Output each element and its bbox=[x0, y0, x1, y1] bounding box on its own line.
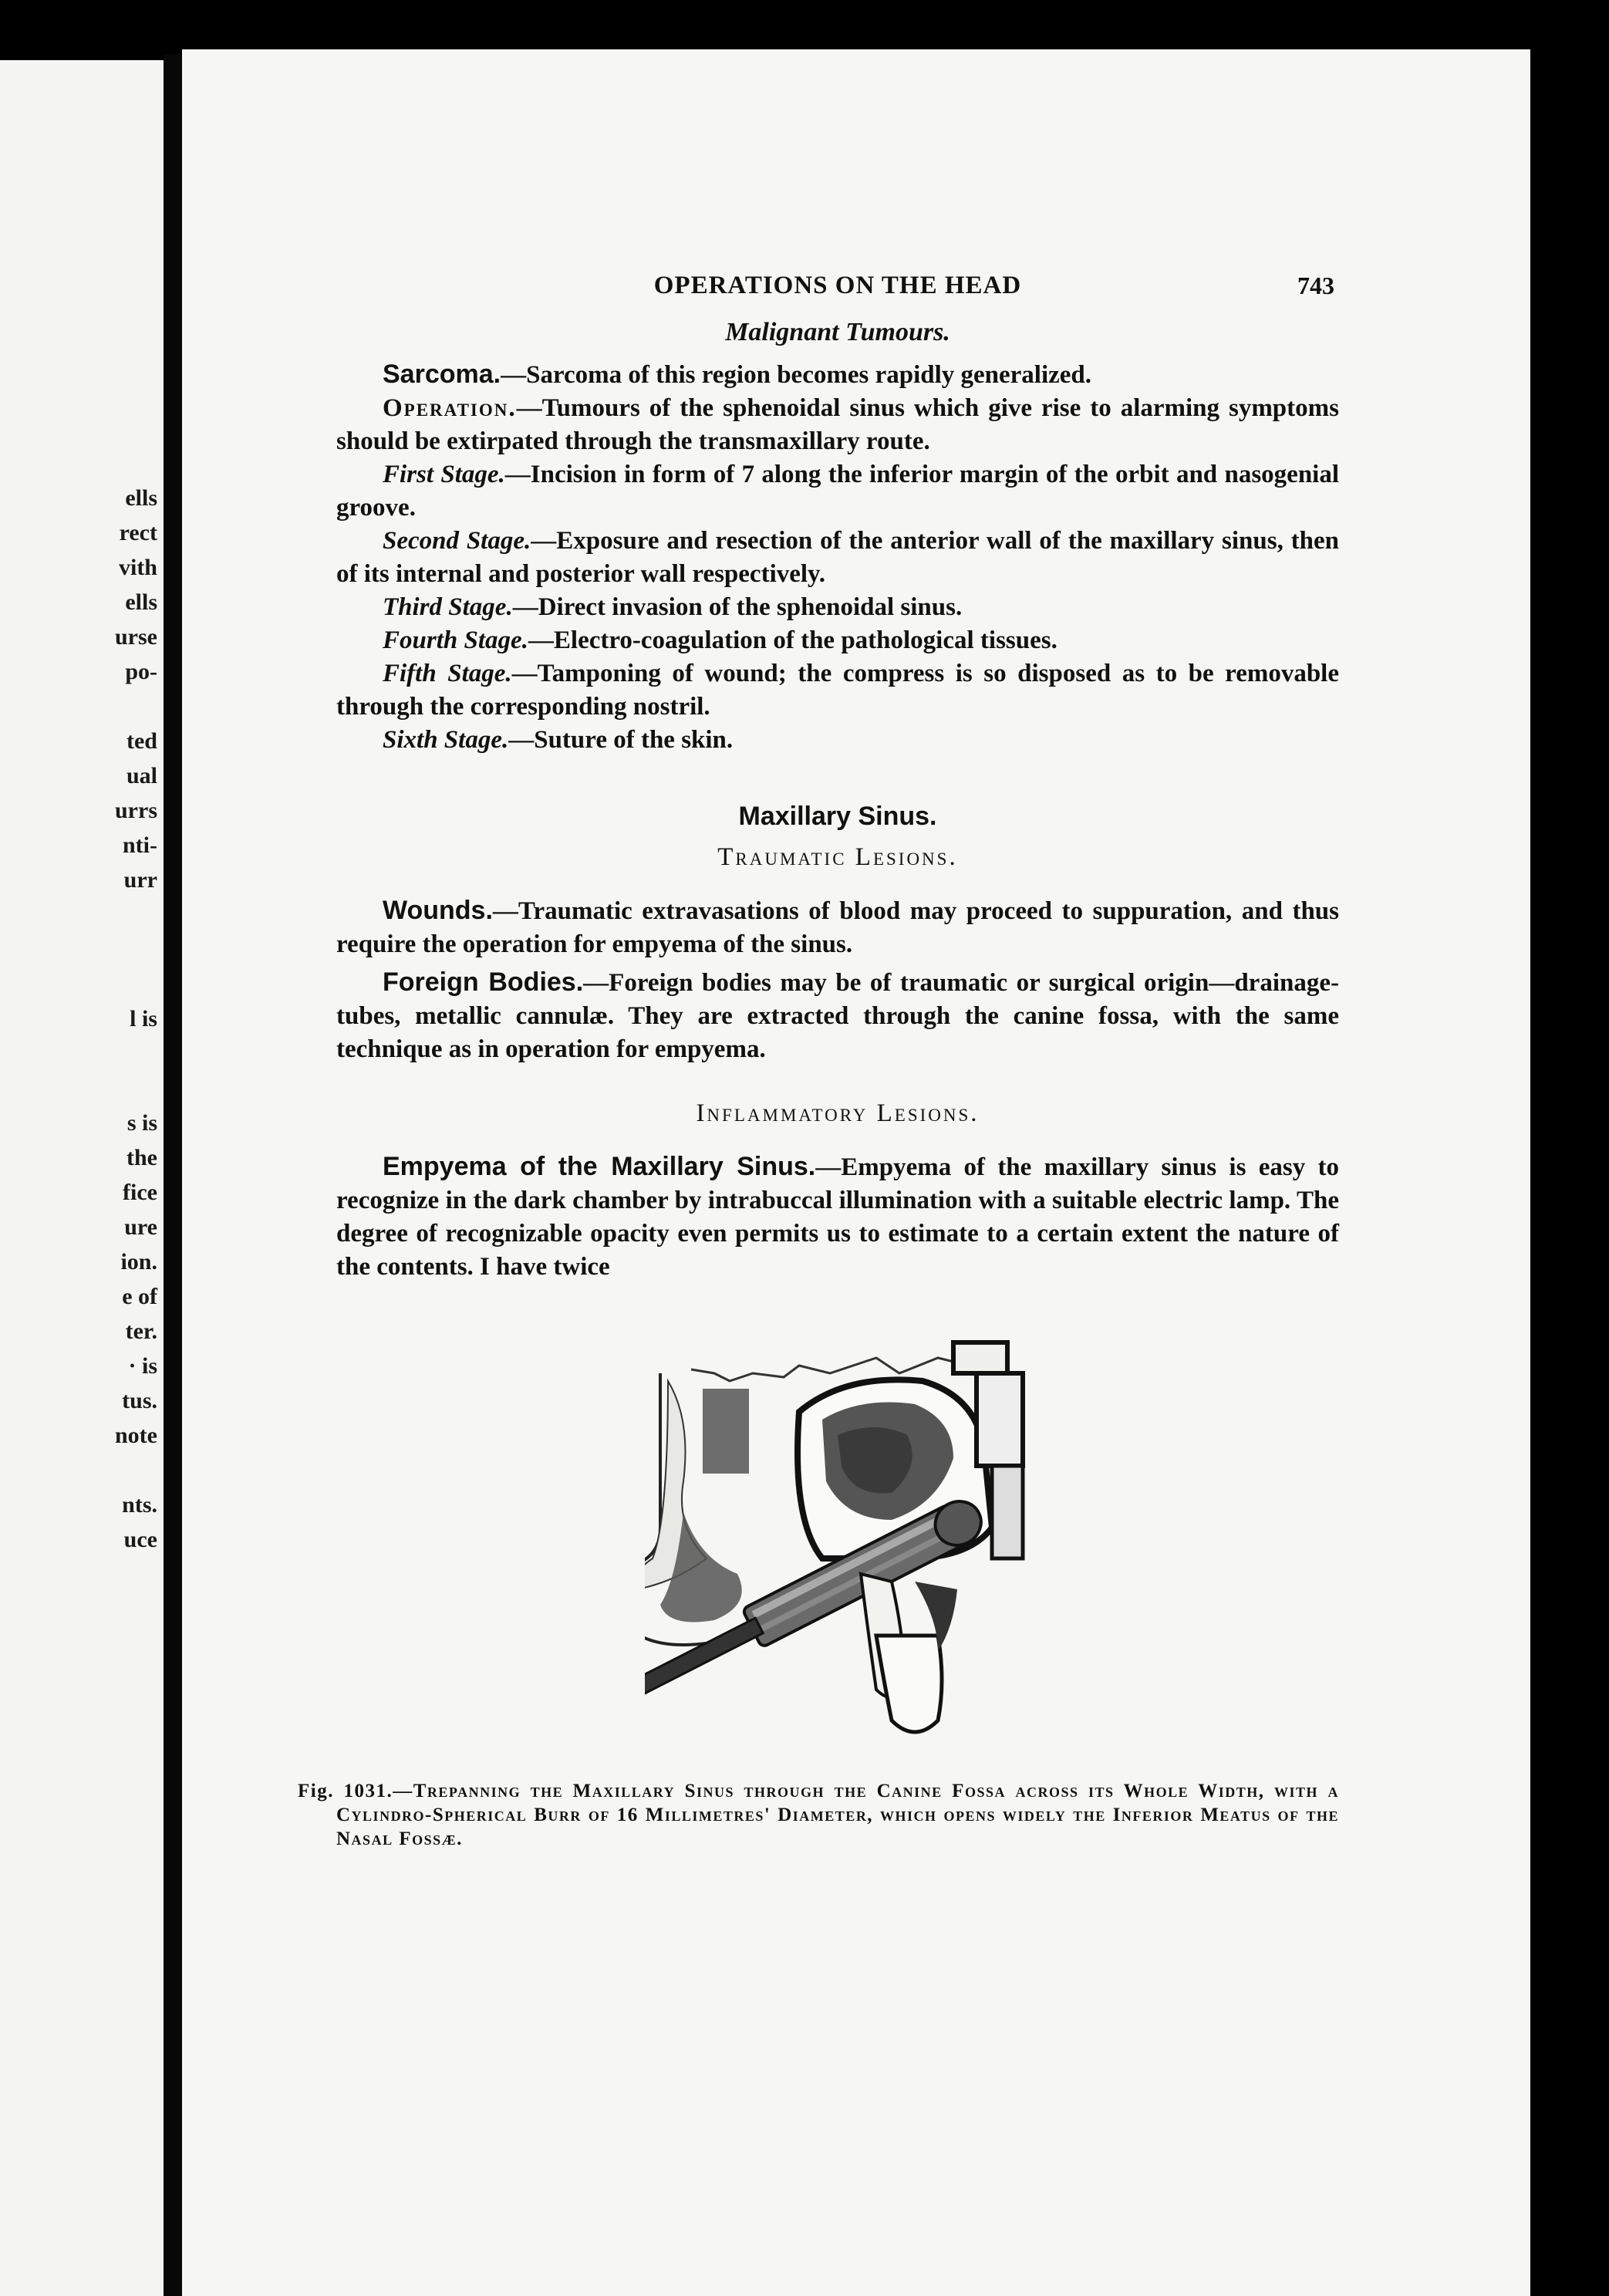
left-page-text-fragment: ted bbox=[126, 728, 157, 754]
stage-text: —Electro-coagulation of the pathological tissues. bbox=[528, 626, 1057, 654]
figure-illustration bbox=[645, 1327, 1123, 1759]
left-page-text-fragment: s is bbox=[126, 1110, 157, 1136]
left-page-text-fragment: tus. bbox=[122, 1388, 157, 1413]
left-page-text-fragment: the bbox=[126, 1145, 157, 1170]
left-page-text-fragment: ual bbox=[126, 763, 157, 788]
paragraph-wounds bbox=[336, 894, 1339, 961]
empyema-text: —Empyema of the maxillary sinus is easy to recognize in the dark chamber by intrabuccal illumination with a suitable electric lamp. The degree of recognizable opacity even permits us to estimate to a certain extent the nature of the contents. I have twice bbox=[336, 1153, 1339, 1281]
left-page-text-fragment: ter. bbox=[125, 1319, 157, 1344]
sarcoma-text: —Sarcoma of this region becomes rapidly generalized. bbox=[501, 361, 1092, 389]
running-head bbox=[336, 269, 1339, 323]
figure-caption-text: —Trepanning the Maxillary Sinus through the Canine Fossa across its Whole Width, with a Cylindro-Spherical Burr of 16 Millimetres' Diameter, which opens widely the Inferior Meatus of the Nasal Fossæ. bbox=[336, 1781, 1339, 1849]
left-page-text-fragment: po- bbox=[125, 659, 157, 684]
term-wounds: Wounds. bbox=[383, 896, 493, 925]
stage-list bbox=[336, 458, 1339, 757]
stage-paragraph bbox=[336, 458, 1339, 525]
left-page-text-fragment: uce bbox=[123, 1527, 157, 1552]
left-page-text-fragment: nts. bbox=[122, 1492, 157, 1518]
book-page bbox=[182, 49, 1530, 2296]
stage-paragraph bbox=[336, 591, 1339, 624]
stage-text: —Incision in form of 7 along the inferior margin of the orbit and nasogenial groove. bbox=[336, 461, 1340, 522]
left-page-text-fragment: ure bbox=[124, 1214, 157, 1240]
page-number: 743 bbox=[1297, 272, 1334, 299]
left-page-text-fragment: note bbox=[115, 1423, 157, 1448]
left-page-text-fragment: urse bbox=[115, 624, 157, 650]
left-page-text-fragment: fice bbox=[123, 1180, 157, 1205]
left-page-text-fragment: vith bbox=[118, 555, 157, 580]
stage-text: —Suture of the skin. bbox=[508, 726, 734, 754]
left-page-text-fragment: ells bbox=[125, 589, 157, 615]
stage-label: Third Stage. bbox=[383, 593, 513, 621]
section-heading-malignant: Malignant Tumours. bbox=[725, 318, 950, 346]
subheading-traumatic: Traumatic Lesions. bbox=[717, 843, 958, 871]
figure-caption bbox=[298, 1779, 1339, 1851]
term-empyema: Empyema of the Maxillary Sinus. bbox=[383, 1152, 816, 1181]
subheading-inflammatory: Inflammatory Lesions. bbox=[696, 1099, 980, 1127]
page-content bbox=[298, 269, 1340, 1851]
book-gutter bbox=[164, 54, 182, 2296]
stage-text: —Direct invasion of the sphenoidal sinus. bbox=[512, 593, 963, 621]
term-sarcoma: Sarcoma. bbox=[383, 360, 501, 389]
left-page-text-fragment: ion. bbox=[120, 1249, 157, 1275]
term-foreign-bodies: Foreign Bodies. bbox=[383, 967, 584, 997]
foreign-bodies-text: —Foreign bodies may be of traumatic or surgical origin—drainage-tubes, metallic cannulæ. They are extracted through the canine fossa, with the same technique as in operation for empyema. bbox=[336, 969, 1339, 1063]
left-page-text-fragment: rect bbox=[119, 520, 157, 545]
stage-label: Fifth Stage. bbox=[383, 660, 512, 687]
maxillary-sinus-trepanning-illustration bbox=[645, 1327, 1123, 1759]
stage-paragraph bbox=[336, 624, 1339, 657]
stage-label: Fourth Stage. bbox=[383, 626, 528, 654]
left-page-text-fragment: · is bbox=[128, 1353, 157, 1379]
left-page-text-fragment: nti- bbox=[123, 832, 157, 858]
left-page-text-fragment: urrs bbox=[115, 798, 157, 823]
stage-paragraph bbox=[336, 525, 1339, 591]
stage-label: Sixth Stage. bbox=[383, 726, 509, 754]
paragraph-empyema bbox=[336, 1150, 1339, 1284]
stage-text: —Exposure and resection of the anterior wall of the maxillary sinus, then of its internal and posterior wall respectively. bbox=[336, 527, 1339, 588]
running-title: OPERATIONS ON THE HEAD bbox=[653, 272, 1022, 299]
left-page-text-fragment: ells bbox=[125, 485, 157, 511]
figure-label: Fig. 1031. bbox=[298, 1781, 393, 1801]
paragraph-foreign-bodies bbox=[336, 966, 1339, 1066]
left-page-text-fragment: l is bbox=[130, 1006, 157, 1032]
operation-text: —Tumours of the sphenoidal sinus which give rise to alarming symptoms should be extirpated through the transmaxillary route. bbox=[336, 394, 1339, 455]
left-page-fragment bbox=[0, 60, 164, 2296]
left-page-text-fragment: e of bbox=[122, 1284, 157, 1309]
wounds-text: —Traumatic extravasations of blood may proceed to suppuration, and thus require the operation for empyema of the sinus. bbox=[336, 897, 1339, 958]
paragraph-sarcoma bbox=[336, 358, 1339, 392]
term-operation: Operation. bbox=[383, 394, 517, 422]
paragraph-operation bbox=[336, 392, 1339, 458]
left-page-text-fragment: urr bbox=[123, 867, 157, 893]
stage-paragraph bbox=[336, 724, 1339, 757]
stage-paragraph bbox=[336, 657, 1339, 724]
stage-text: —Tamponing of wound; the compress is so disposed as to be removable through the corresponding nostril. bbox=[336, 660, 1339, 721]
page-edge bbox=[1530, 49, 1609, 2296]
stage-label: Second Stage. bbox=[383, 527, 531, 555]
section-heading-maxillary: Maxillary Sinus. bbox=[738, 802, 937, 831]
stage-label: First Stage. bbox=[383, 461, 505, 488]
